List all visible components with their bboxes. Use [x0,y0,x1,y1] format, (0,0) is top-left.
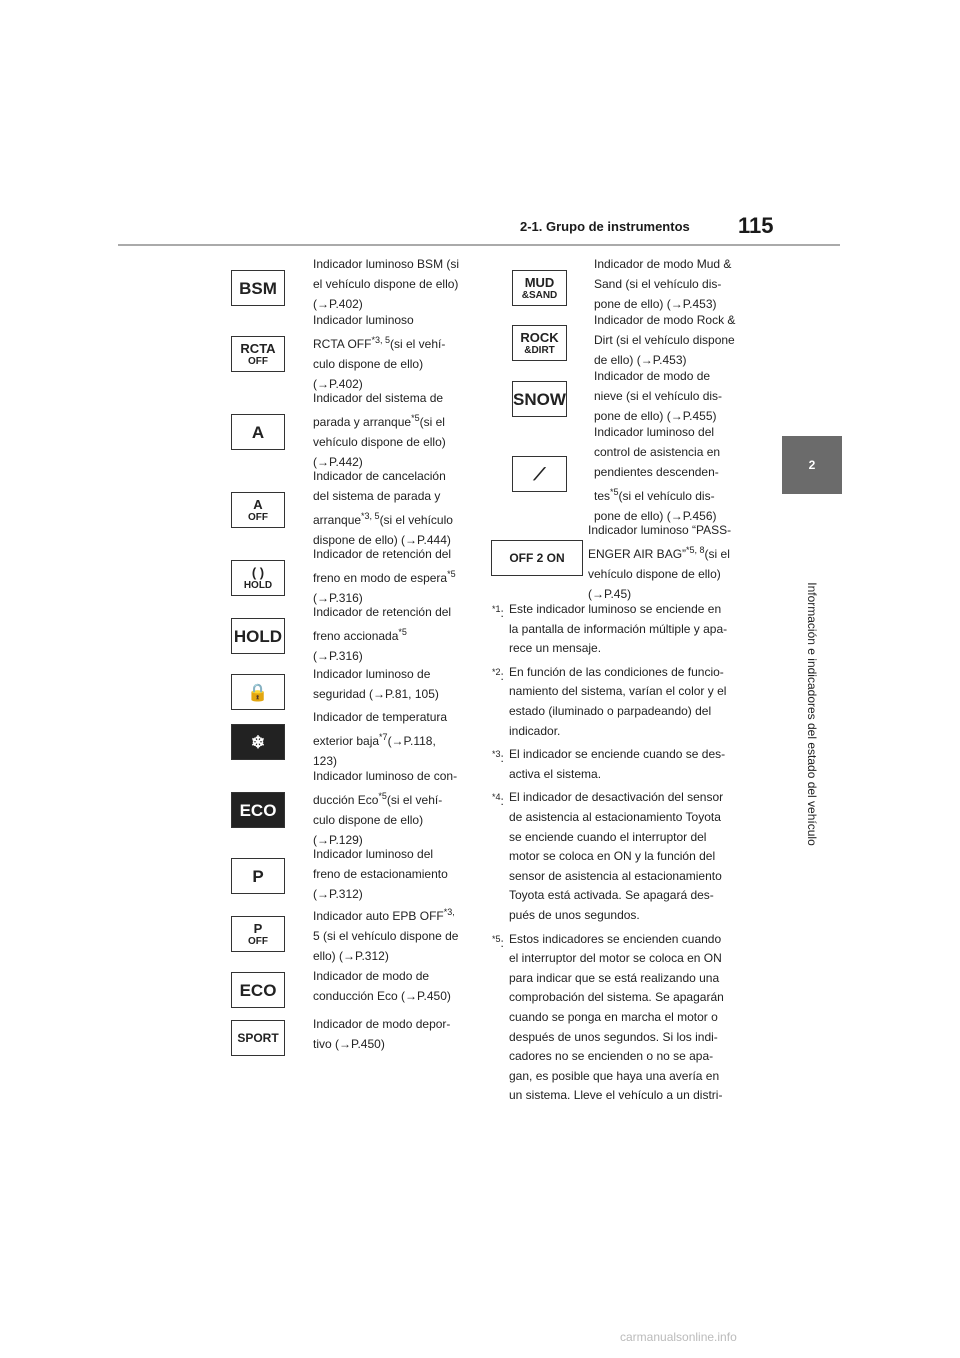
description-line: freno en modo de espera$^{*5}$ [313,569,456,585]
parking-brake-icon [231,858,285,894]
description-line: nieve (si el vehículo dis- [594,389,723,403]
page-number: 115 [738,213,774,238]
left-indicator-icon-sublabel: OFF [247,355,268,367]
left-indicator-icon-label: 🔒 [247,682,269,702]
description-line: Indicador luminoso de [313,667,431,681]
footnote-line: gan, es posible que haya una avería en [509,1068,720,1083]
description-line: Indicador luminoso del [594,425,715,439]
description-line: control de asistencia en [594,445,721,459]
description-line: seguridad (→P.81, 105) [313,687,439,701]
right-indicator-description [594,254,754,314]
bsm-icon [231,270,285,306]
left-indicator-icon-label: SPORT [237,1031,279,1045]
left-indicator-icon-label: ECO [239,800,277,820]
eco-drive-icon [231,792,285,828]
footnote-line: pués de unos segundos. [509,907,640,922]
footnote-line: sensor de asistencia al estacionamiento [509,868,722,883]
left-indicator-description [313,902,473,966]
right-indicator-description [588,520,748,604]
passenger-airbag-icon [491,540,583,576]
left-indicator-icon-label: ❄ [250,732,266,752]
footnote-line: para indicar que se está realizando una [509,970,720,985]
description-line: vehículo dispone de ello) [588,567,721,581]
description-line: exterior baja$^{*7}$(→P.118, [313,732,436,748]
footnote [492,930,752,1106]
left-indicator-icon-label: ( ) [251,564,265,580]
description-line: parada y arranque$^{*5}$(si el [313,413,445,429]
footnote-line: la pantalla de información múltiple y apa- [509,621,728,636]
footnote-line: activa el sistema. [509,766,602,781]
description-line: 5 (si el vehículo dispone de [313,929,459,943]
left-indicator-description [313,602,473,666]
description-line: (→P.316) [313,649,363,663]
right-indicator-icon-sublabel: &SAND [521,289,558,301]
footnote-line: rece un mensaje. [509,641,602,656]
description-line: pendientes descenden- [594,465,719,479]
rcta-off-icon [231,336,285,372]
description-line: vehículo dispone de ello) [313,435,446,449]
left-indicator-description [313,544,473,608]
left-indicator-description [313,766,473,850]
right-indicator-description [594,310,754,370]
stop-start-icon [231,414,285,450]
left-indicator-icon-label: P [252,866,264,886]
left-indicator-icon-label: RCTA [240,340,276,356]
description-line: Indicador de cancelación [313,469,446,483]
description-line: Indicador luminoso BSM (si [313,257,460,271]
right-indicator-icon-label: MUD [524,274,555,290]
description-line: Indicador de temperatura [313,710,448,724]
description-line: ENGER AIR BAG”$^{*5, 8}$(si el [588,545,730,561]
right-indicator-description [594,366,754,426]
footnote-line: comprobación del sistema. Se apagarán [509,990,724,1005]
footnote-line: motor se coloca en ON y la función del [509,849,716,864]
description-line: pone de ello) (→P.455) [594,409,717,423]
description-line: Indicador luminoso “PASS- [588,523,732,537]
description-line: Indicador de modo depor- [313,1017,451,1031]
brake-hold-active-icon [231,618,285,654]
description-line: dispone de ello) (→P.444) [313,533,451,547]
left-indicator-description [313,254,473,314]
description-line: pone de ello) (→P.456) [594,509,717,523]
mud-sand-icon [512,270,567,306]
description-line: Indicador auto EPB $OFF^{*3,}$ [313,907,455,923]
chapter-tab-label: Información e indicadores del estado del vehículo [805,582,819,846]
security-icon [231,674,285,710]
footnote-line: cuando se ponga en marcha el motor o [509,1009,718,1024]
left-indicator-description [313,707,473,771]
low-temp-icon [231,724,285,760]
description-line: Indicador de modo de [313,969,430,983]
right-indicator-icon-label: ROCK [520,329,559,345]
description-line: RCTA OFF$^{*3, 5}$(si el vehí- [313,335,446,351]
left-indicator-icon-label: ECO [239,980,277,1000]
right-indicator-description [594,422,754,526]
description-line: pone de ello) (→P.453) [594,297,717,311]
footnote-key: $^{*1}$: [492,604,504,620]
header-rule [118,244,840,246]
description-line: Dirt (si el vehículo dispone [594,333,735,347]
footnote-key: $^{*5}$: [492,933,504,950]
description-line: (→P.129) [313,833,363,847]
right-indicator-icon-label: SNOW [513,389,566,409]
footnote-line: Este indicador luminoso se enciende en [509,602,722,616]
description-line: culo dispone de ello) [313,813,424,827]
footnote [492,600,752,659]
section-title: 2-1. Grupo de instrumentos [520,219,690,234]
footnote-line: Estos indicadores se encienden cuando [509,931,722,946]
eco-mode-icon [231,972,285,1008]
description-line: culo dispone de ello) [313,357,424,371]
footnote-line: después de unos segundos. Si los indi- [509,1029,718,1044]
description-line: freno de estacionamiento [313,867,448,881]
footnote-line: El indicador de desactivación del sensor [509,790,724,805]
description-line: Indicador luminoso del [313,847,434,861]
left-indicator-icon-sublabel: HOLD [243,579,273,591]
left-indicator-description [313,466,473,550]
description-line: arranque$^{*3, 5}$(si el vehículo [313,511,453,527]
left-indicator-description [313,388,473,472]
description-line: conducción Eco (→P.450) [313,989,451,1003]
footnote [492,788,752,925]
footnote-line: un sistema. Lleve el vehículo a un distri- [509,1088,723,1103]
description-line: (→P.402) [313,377,363,391]
description-line: Indicador de modo de [594,369,711,383]
left-indicator-icon-label: HOLD [233,626,283,646]
footnote-key: $^{*3}$: [492,749,504,766]
description-line: Indicador del sistema de [313,391,444,405]
description-line: Indicador de modo Rock & [594,313,736,327]
left-indicator-icon-label: A [253,496,263,512]
description-line: (→P.312) [313,887,363,901]
downhill-assist-icon [512,456,567,492]
footnote-line: de asistencia al estacionamiento Toyota [509,809,721,824]
description-line: tes$^{*5}$(si el vehículo dis- [594,487,715,503]
footnote-line: En función de las condiciones de funcio- [509,664,724,679]
right-indicator-icon-label: OFF 2 ON [509,551,565,565]
description-line: (→P.402) [313,297,363,311]
footnote-line: indicador. [509,723,561,738]
chapter-tab-number: 2 [782,436,842,494]
footnote-line: El indicador se enciende cuando se des- [509,747,726,762]
footnote [492,663,752,741]
description-line: Indicador luminoso [313,313,414,327]
stop-start-off-icon [231,492,285,528]
description-line: ducción Eco$^{*5}$(si el vehí- [313,791,443,807]
left-indicator-icon-label: P [253,920,263,936]
description-line: (→P.442) [313,455,363,469]
left-indicator-icon-sublabel: OFF [248,935,268,947]
watermark: carmanualsonline.info [620,1330,737,1344]
left-indicator-description [313,664,473,704]
auto-epb-off-icon [231,916,285,952]
footnote-line: cadores no se encienden o no se apa- [509,1049,714,1064]
description-line: Indicador luminoso de con- [313,769,458,783]
description-line: Indicador de retención del [313,547,452,561]
description-line: del sistema de parada y [313,489,441,503]
footnote-line: namiento del sistema, varían el color y el [509,684,727,699]
description-line: 123) [313,754,338,768]
rock-dirt-icon [512,325,567,361]
footnote-line: el interruptor del motor se coloca en ON [509,951,722,966]
left-indicator-icon-label: BSM [239,278,277,298]
description-line: (→P.45) [588,587,632,601]
description-line: Indicador de modo Mud & [594,257,732,271]
left-indicator-icon-label: A [251,422,265,442]
description-line: de ello) (→P.453) [594,353,687,367]
footnote-line: Toyota está activada. Se apagará des- [509,888,714,903]
footnote [492,745,752,784]
sport-mode-icon [231,1020,285,1056]
footnote-key: $^{*2}$: [492,666,504,683]
description-line: tivo (→P.450) [313,1037,385,1051]
right-indicator-icon-label: ⟋ [533,464,546,484]
description-line: freno accionada$^{*5}$ [313,627,407,643]
footnote-line: se enciende cuando el interruptor del [509,829,707,844]
description-line: (→P.316) [313,591,363,605]
description-line: Indicador de retención del [313,605,452,619]
left-indicator-description [313,966,473,1006]
footnote-key: $^{*4}$: [492,792,504,809]
description-line: ello) (→P.312) [313,949,389,963]
footnote-line: estado (iluminado o parpadeando) del [509,703,712,718]
description-line: el vehículo dispone de ello) [313,277,459,291]
left-indicator-icon-sublabel: OFF [248,511,268,523]
description-line: Sand (si el vehículo dis- [594,277,722,291]
snow-icon [512,381,567,417]
left-indicator-description [313,1014,473,1054]
left-indicator-description [313,310,473,394]
left-indicator-description [313,844,473,904]
right-indicator-icon-sublabel: &DIRT [524,344,555,356]
brake-hold-standby-icon [231,560,285,596]
